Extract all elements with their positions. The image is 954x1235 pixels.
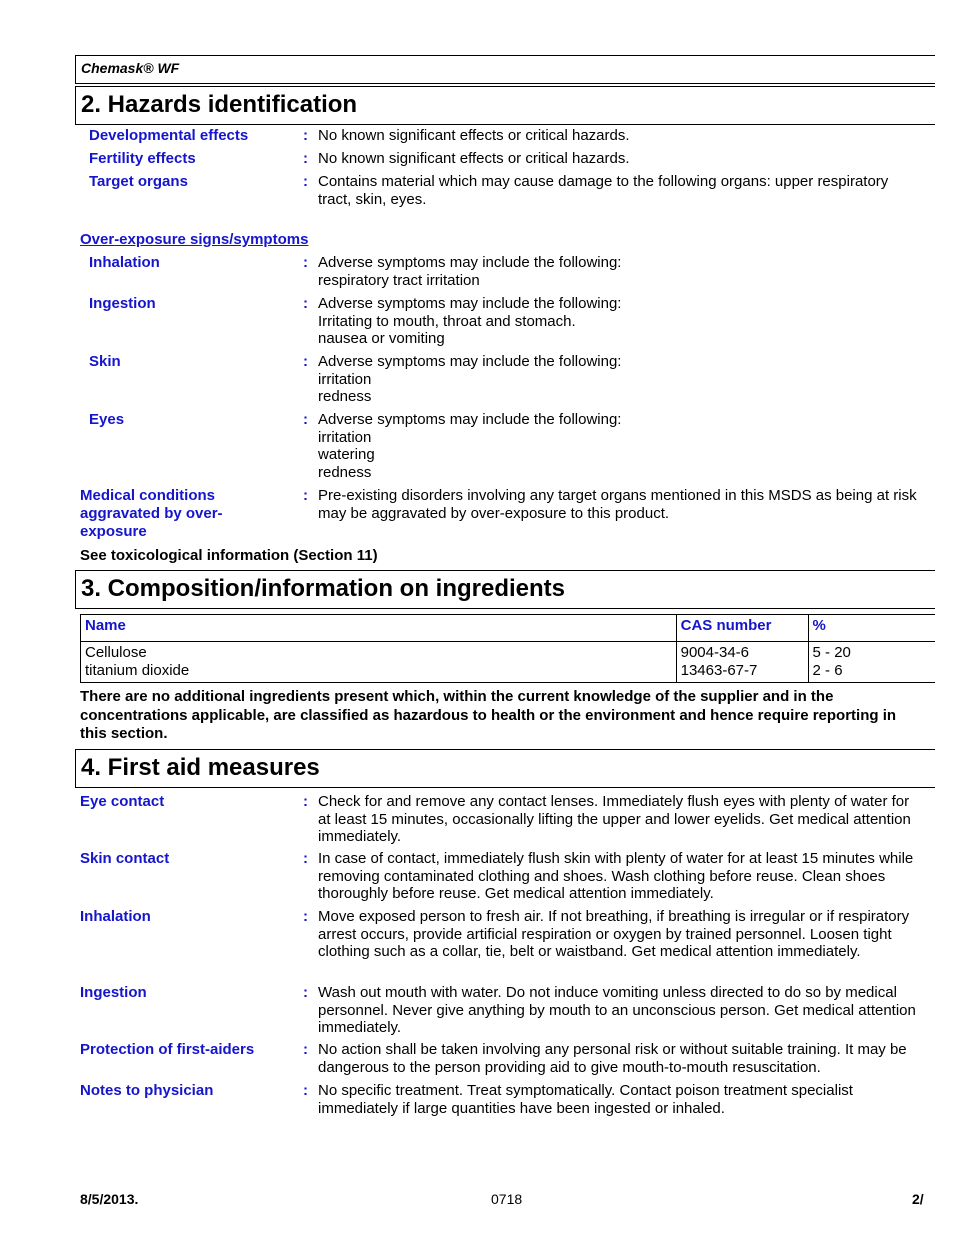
symptom-line: Adverse symptoms may include the following: bbox=[318, 295, 622, 312]
colon: : bbox=[303, 908, 308, 925]
colon: : bbox=[303, 295, 308, 312]
colon: : bbox=[303, 1041, 308, 1058]
colon: : bbox=[303, 1082, 308, 1099]
section-3-title-bar bbox=[75, 570, 935, 609]
colon: : bbox=[303, 173, 308, 190]
symptom-eyes-label: Eyes bbox=[89, 411, 125, 428]
ingredient-cas-cell bbox=[676, 642, 808, 683]
skin-contact-label: Skin contact bbox=[80, 850, 170, 867]
target-organs-value: Contains material which may cause damage to the following organs: upper respiratory tract, skin, eyes. bbox=[318, 173, 889, 208]
symptom-skin-label: Skin bbox=[89, 353, 121, 370]
table-row bbox=[81, 642, 936, 683]
first-aid-ingestion-value: Wash out mouth with water. Do not induce vomiting unless directed to do so by medical personnel. Never give anything by mouth to an unconscious person. Get medical attention immediately. bbox=[318, 984, 916, 1036]
symptom-line: irritation bbox=[318, 370, 372, 388]
symptom-line: Irritating to mouth, throat and stomach. bbox=[318, 312, 576, 330]
composition-note: There are no additional ingredients present which, within the current knowledge of the supplier and in the concentrations applicable, are classified as hazardous to health or the environment and hence require reporting in this section. bbox=[80, 688, 897, 742]
ingredient-cas: 9004-34-6 bbox=[680, 644, 749, 661]
ingredient-name: Cellulose bbox=[85, 644, 147, 661]
developmental-effects-label: Developmental effects bbox=[89, 127, 249, 144]
medical-conditions-label: Medical conditions aggravated by over-exposure bbox=[80, 487, 223, 540]
column-header-name: Name bbox=[81, 615, 677, 642]
colon: : bbox=[303, 150, 308, 167]
colon: : bbox=[303, 411, 308, 428]
symptom-line: irritation bbox=[318, 428, 372, 446]
section-4-title-bar bbox=[75, 749, 935, 788]
first-aid-inhalation-value: Move exposed person to fresh air. If not breathing, if breathing is irregular or if respiratory arrest occurs, provide artificial respiration or oxygen by trained personnel. Loosen tight clothing such as a collar, tie, belt or waistband. Get medical attention immediately. bbox=[318, 908, 910, 960]
footer-page-number: 2/ bbox=[912, 1191, 924, 1207]
first-aid-inhalation-label: Inhalation bbox=[80, 908, 151, 925]
notes-to-physician-value: No specific treatment. Treat symptomatically. Contact poison treatment specialist immediately if large quantities have been ingested or inhaled. bbox=[318, 1082, 853, 1117]
fertility-effects-value: No known significant effects or critical hazards. bbox=[318, 150, 630, 167]
ingredient-percent: 5 - 20 bbox=[812, 644, 851, 661]
notes-to-physician-label: Notes to physician bbox=[80, 1082, 214, 1099]
eye-contact-value: Check for and remove any contact lenses. Immediately flush eyes with plenty of water for at least 15 minutes, occasionally lifting the upper and lower eyelids. Get medical attention immediately. bbox=[318, 793, 911, 845]
section-3-title: 3. Composition/information on ingredients bbox=[81, 575, 565, 602]
section-4-title: 4. First aid measures bbox=[81, 754, 320, 781]
ingredient-names-cell bbox=[81, 642, 677, 683]
eye-contact-label: Eye contact bbox=[80, 793, 165, 810]
symptom-eyes-value bbox=[318, 411, 924, 481]
symptom-line: redness bbox=[318, 388, 372, 405]
section-2-title: 2. Hazards identification bbox=[81, 91, 358, 118]
footer-date: 8/5/2013. bbox=[80, 1191, 139, 1207]
ingredients-table bbox=[80, 614, 935, 683]
symptom-inhalation-value bbox=[318, 254, 924, 289]
table-header-row bbox=[81, 615, 936, 642]
symptom-line: Adverse symptoms may include the following: bbox=[318, 353, 622, 370]
symptom-line: watering bbox=[318, 446, 375, 463]
ingredient-percent: 2 - 6 bbox=[812, 662, 843, 679]
ingredient-name: titanium dioxide bbox=[85, 662, 190, 679]
colon: : bbox=[303, 353, 308, 370]
protection-first-aiders-label: Protection of first-aiders bbox=[80, 1041, 255, 1058]
symptom-ingestion-label: Ingestion bbox=[89, 295, 156, 312]
target-organs-label: Target organs bbox=[89, 173, 188, 190]
symptom-line: redness bbox=[318, 463, 372, 481]
symptom-line: nausea or vomiting bbox=[318, 330, 445, 347]
colon: : bbox=[303, 984, 308, 1001]
developmental-effects-value: No known significant effects or critical hazards. bbox=[318, 127, 630, 144]
column-header-percent: % bbox=[808, 615, 935, 642]
section-2-title-bar bbox=[75, 86, 935, 125]
symptom-line: respiratory tract irritation bbox=[318, 271, 480, 289]
colon: : bbox=[303, 487, 308, 504]
document-header bbox=[75, 55, 935, 84]
symptom-inhalation-label: Inhalation bbox=[89, 254, 160, 271]
ingredient-percent-cell bbox=[808, 642, 935, 683]
column-header-cas: CAS number bbox=[676, 615, 808, 642]
medical-conditions-value: Pre-existing disorders involving any target organs mentioned in this MSDS as being at risk may be aggravated by over-exposure to this product. bbox=[318, 487, 917, 522]
skin-contact-value: In case of contact, immediately flush skin with plenty of water for at least 15 minutes while removing contaminated clothing and shoes. Wash clothing before reuse. Clean shoes thoroughly before reuse. Get medical attention immediately. bbox=[318, 850, 914, 902]
colon: : bbox=[303, 850, 308, 867]
ingredient-cas: 13463-67-7 bbox=[680, 662, 758, 679]
see-toxicological-info: See toxicological information (Section 11) bbox=[80, 547, 378, 564]
protection-first-aiders-value: No action shall be taken involving any personal risk or without suitable training. It may be dangerous to the person providing aid to give mouth-to-mouth resuscitation. bbox=[318, 1041, 907, 1076]
footer-code: 0718 bbox=[491, 1191, 523, 1207]
first-aid-ingestion-label: Ingestion bbox=[80, 984, 147, 1001]
symptom-ingestion-value bbox=[318, 295, 924, 348]
fertility-effects-label: Fertility effects bbox=[89, 150, 196, 167]
colon: : bbox=[303, 254, 308, 271]
product-name: Chemask® WF bbox=[81, 60, 180, 76]
symptom-line: Adverse symptoms may include the following: bbox=[318, 411, 622, 428]
overexposure-heading: Over-exposure signs/symptoms bbox=[80, 231, 309, 248]
colon: : bbox=[303, 127, 308, 144]
colon: : bbox=[303, 793, 308, 810]
symptom-skin-value bbox=[318, 353, 924, 406]
symptom-line: Adverse symptoms may include the following: bbox=[318, 254, 622, 271]
